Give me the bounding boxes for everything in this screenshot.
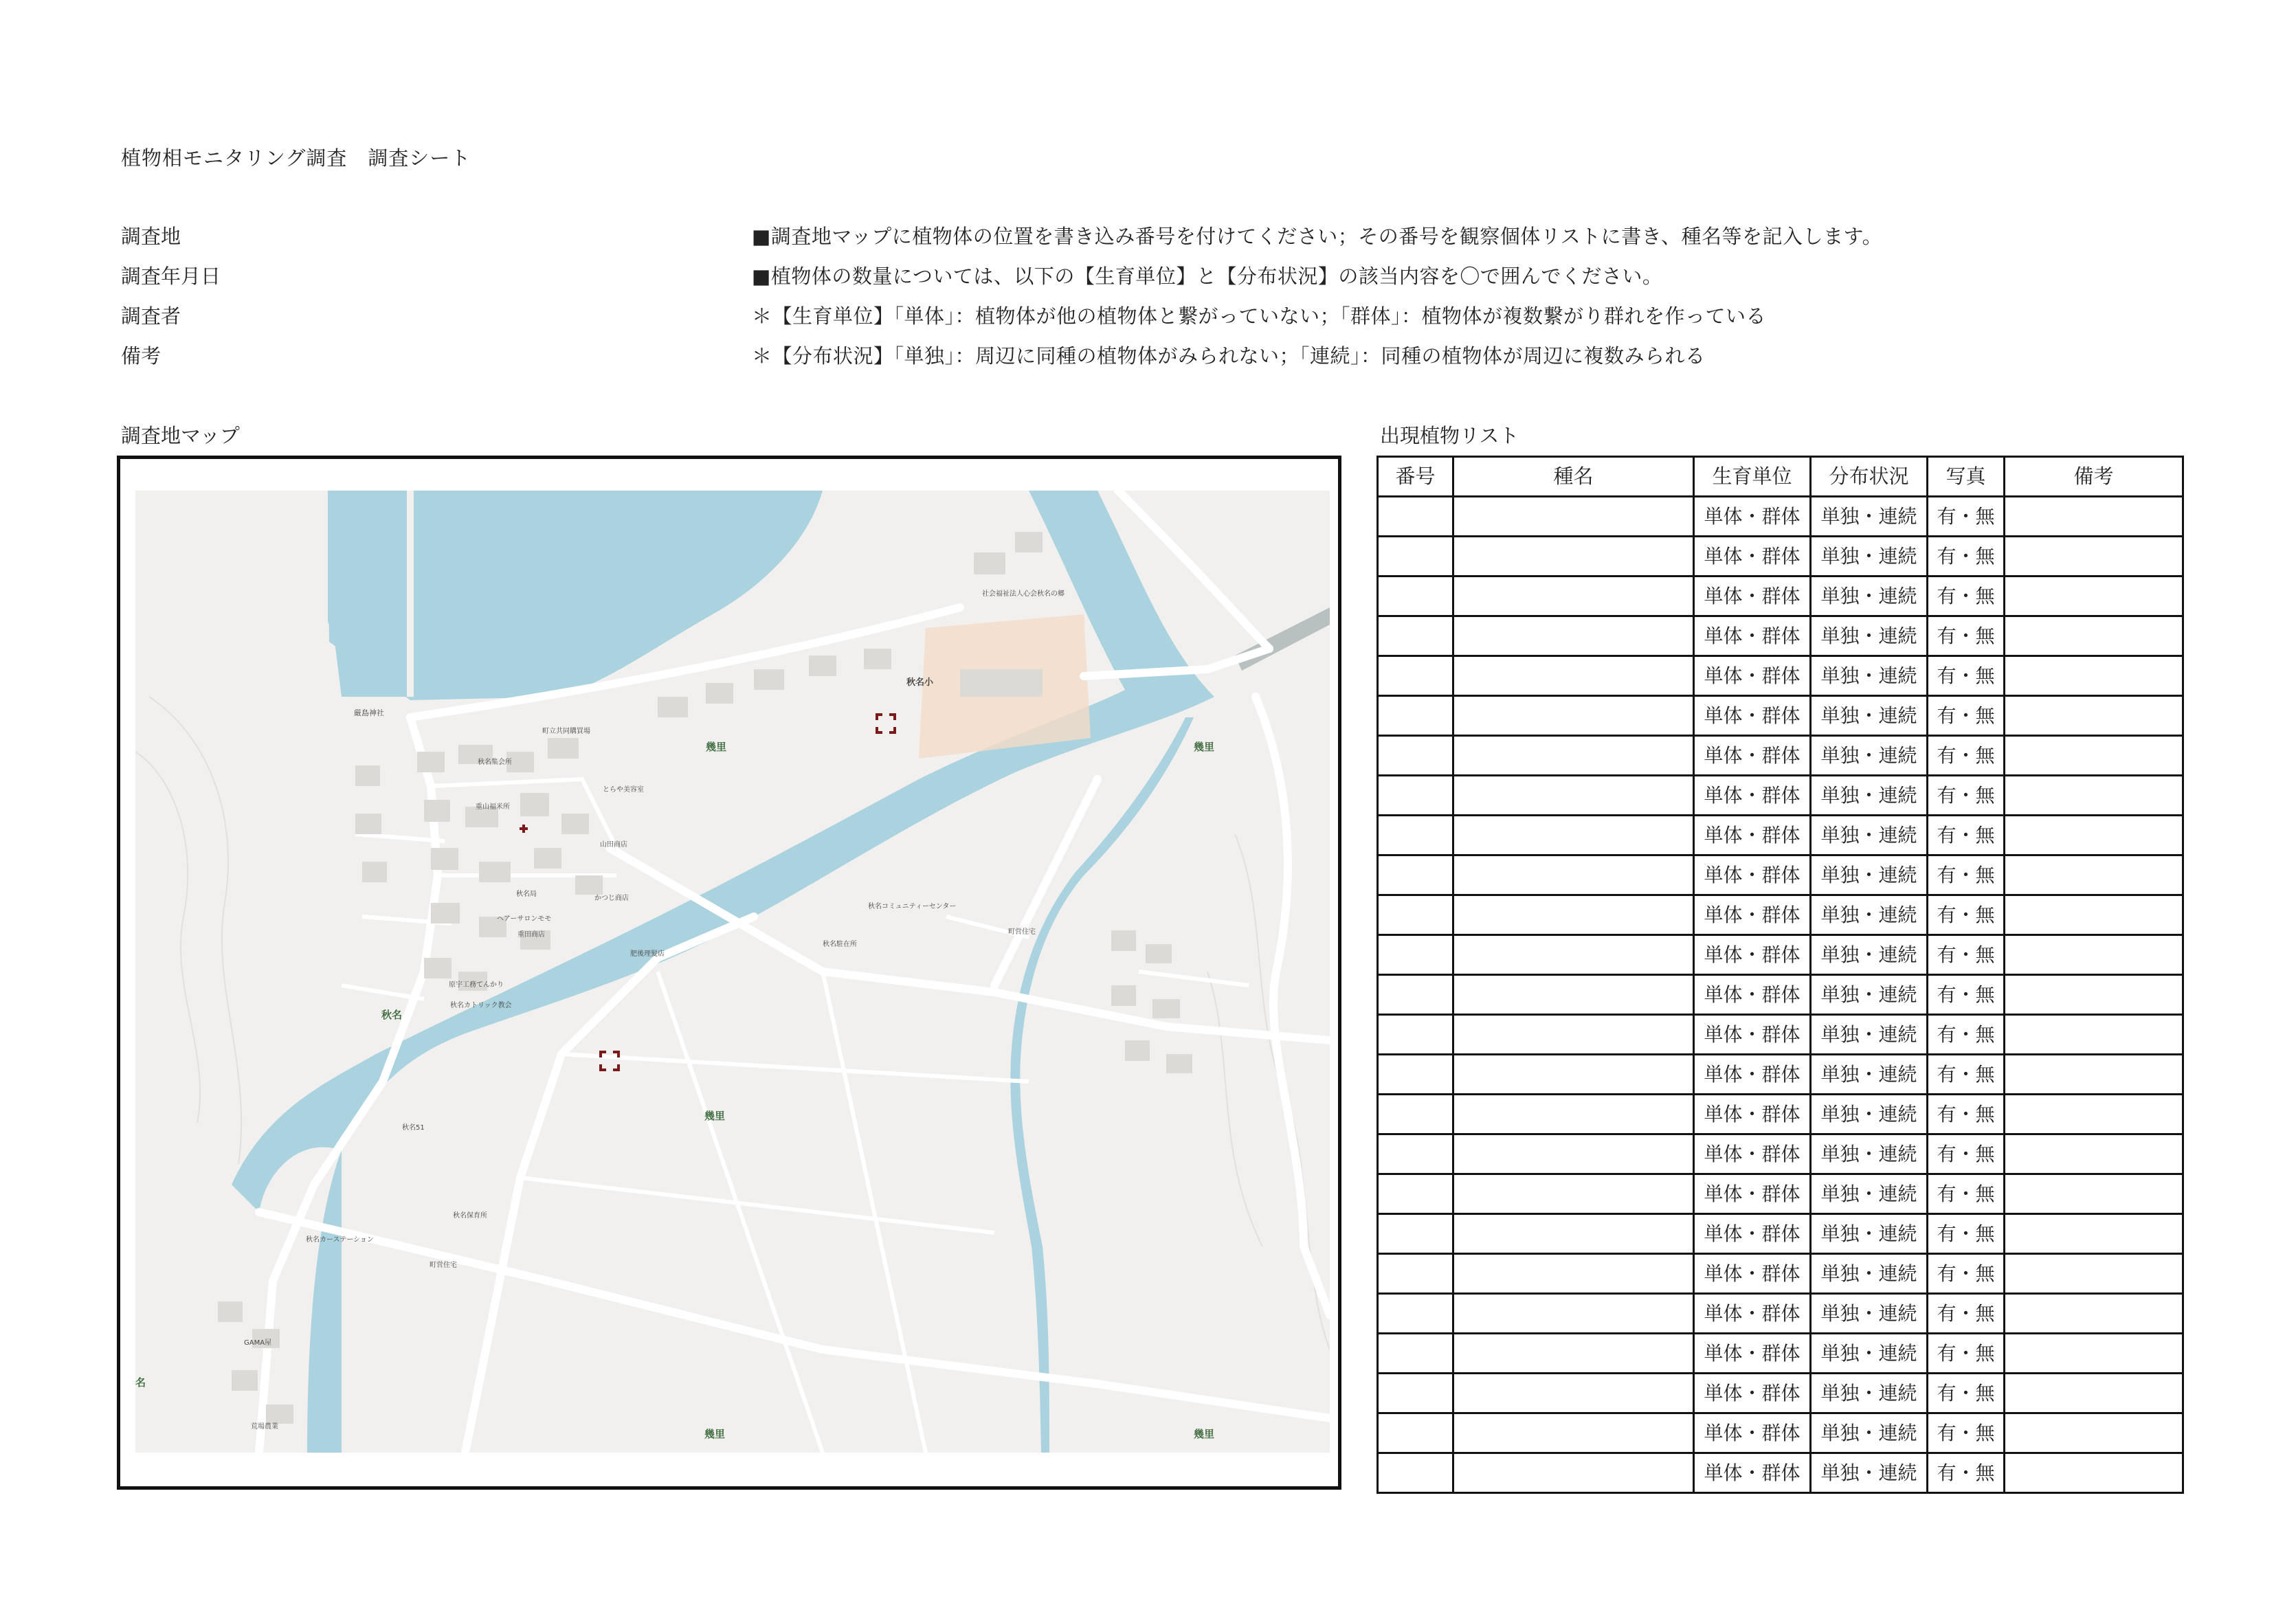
number-cell[interactable] xyxy=(1378,1055,1453,1095)
distribution-cell[interactable]: 単独・連続 xyxy=(1811,1374,1928,1413)
growth-unit-cell[interactable]: 単体・群体 xyxy=(1694,656,1811,696)
table-row xyxy=(1378,497,2183,537)
species-cell[interactable] xyxy=(1453,1413,1694,1453)
table-row xyxy=(1378,975,2183,1015)
number-cell[interactable] xyxy=(1378,816,1453,855)
map-label-store3: かつじ商店 xyxy=(594,895,629,902)
map-label-store2: 山田商店 xyxy=(600,841,627,849)
species-cell[interactable] xyxy=(1453,816,1694,855)
distribution-cell[interactable]: 単独・連続 xyxy=(1811,696,1928,736)
instruction-quantity: ■植物体の数量については、以下の【生育単位】と【分布状況】の該当内容を〇で囲んでください。 xyxy=(752,265,1663,288)
map-label-akina: 秋名 xyxy=(381,1009,403,1021)
number-cell[interactable] xyxy=(1378,616,1453,656)
table-row xyxy=(1378,1294,2183,1334)
distribution-cell[interactable]: 単独・連続 xyxy=(1811,776,1928,816)
page-title: 植物相モニタリング調査 調査シート xyxy=(121,146,471,170)
remarks-cell[interactable] xyxy=(2005,1374,2183,1413)
map-label-store8: 原宇工務てんかり xyxy=(449,981,504,989)
map-label-nursery: 秋名保育所 xyxy=(453,1212,487,1220)
photo-cell[interactable]: 有・無 xyxy=(1928,616,2005,656)
photo-cell[interactable]: 有・無 xyxy=(1928,1055,2005,1095)
remarks-cell[interactable] xyxy=(2005,1453,2183,1493)
number-cell[interactable] xyxy=(1378,1174,1453,1214)
header-growth-unit: 生育単位 xyxy=(1694,457,1811,497)
growth-unit-cell[interactable]: 単体・群体 xyxy=(1694,1134,1811,1174)
instruction-map: ■調査地マップに植物体の位置を書き込み番号を付けてください；その番号を観察個体リストに書き、種名等を記入します。 xyxy=(752,225,1883,248)
remarks-cell[interactable] xyxy=(2005,616,2183,656)
table-row xyxy=(1378,935,2183,975)
number-cell[interactable] xyxy=(1378,736,1453,776)
photo-cell[interactable]: 有・無 xyxy=(1928,1015,2005,1055)
map-label-town-housing1: 町営住宅 xyxy=(1008,928,1036,936)
species-cell[interactable] xyxy=(1453,537,1694,577)
growth-unit-cell[interactable]: 単体・群体 xyxy=(1694,1254,1811,1294)
photo-cell[interactable]: 有・無 xyxy=(1928,1453,2005,1493)
table-row xyxy=(1378,616,2183,656)
table-row xyxy=(1378,577,2183,616)
table-row xyxy=(1378,696,2183,736)
number-cell[interactable] xyxy=(1378,855,1453,895)
map-label-district3: 幾里 xyxy=(704,1110,726,1122)
remarks-cell[interactable] xyxy=(2005,1334,2183,1374)
species-cell[interactable] xyxy=(1453,1015,1694,1055)
remarks-cell[interactable] xyxy=(2005,1015,2183,1055)
growth-unit-cell[interactable]: 単体・群体 xyxy=(1694,776,1811,816)
photo-cell[interactable]: 有・無 xyxy=(1928,1174,2005,1214)
species-cell[interactable] xyxy=(1453,577,1694,616)
remarks-cell[interactable] xyxy=(2005,975,2183,1015)
map-label-store9: 秋名51 xyxy=(402,1124,425,1132)
remarks-cell[interactable] xyxy=(2005,537,2183,577)
table-row xyxy=(1378,537,2183,577)
growth-unit-cell[interactable]: 単体・群体 xyxy=(1694,895,1811,935)
label-surveyor: 調査者 xyxy=(121,304,181,328)
number-cell[interactable] xyxy=(1378,1334,1453,1374)
photo-cell[interactable]: 有・無 xyxy=(1928,696,2005,736)
growth-unit-cell[interactable]: 単体・群体 xyxy=(1694,1294,1811,1334)
map-label-post: 秋名局 xyxy=(516,891,537,898)
header-species: 種名 xyxy=(1453,457,1694,497)
species-cell[interactable] xyxy=(1453,736,1694,776)
distribution-cell[interactable]: 単独・連続 xyxy=(1811,1055,1928,1095)
number-cell[interactable] xyxy=(1378,1015,1453,1055)
photo-cell[interactable]: 有・無 xyxy=(1928,1214,2005,1254)
map-label-branch-office: 秋名駐在所 xyxy=(823,941,857,948)
species-cell[interactable] xyxy=(1453,656,1694,696)
remarks-cell[interactable] xyxy=(2005,1134,2183,1174)
map-label-store6: 重山福米所 xyxy=(476,803,510,811)
distribution-cell[interactable]: 単独・連続 xyxy=(1811,1294,1928,1334)
remarks-cell[interactable] xyxy=(2005,1294,2183,1334)
growth-unit-cell[interactable]: 単体・群体 xyxy=(1694,736,1811,776)
remarks-cell[interactable] xyxy=(2005,656,2183,696)
map-label-community-center: 秋名コミュニティーセンター xyxy=(868,903,957,910)
growth-unit-cell[interactable]: 単体・群体 xyxy=(1694,816,1811,855)
table-row xyxy=(1378,1254,2183,1294)
remarks-cell[interactable] xyxy=(2005,816,2183,855)
photo-cell[interactable]: 有・無 xyxy=(1928,935,2005,975)
growth-unit-cell[interactable]: 単体・群体 xyxy=(1694,975,1811,1015)
number-cell[interactable] xyxy=(1378,975,1453,1015)
map-label-district4: 幾里 xyxy=(704,1428,726,1440)
table-row xyxy=(1378,1374,2183,1413)
map-label-gama: GAMA屋 xyxy=(244,1339,272,1347)
table-header-row xyxy=(1378,457,2183,497)
table-row xyxy=(1378,1095,2183,1134)
number-cell[interactable] xyxy=(1378,776,1453,816)
species-cell[interactable] xyxy=(1453,1095,1694,1134)
map-label-school: 秋名小 xyxy=(906,678,934,688)
remarks-cell[interactable] xyxy=(2005,855,2183,895)
number-cell[interactable] xyxy=(1378,577,1453,616)
map-label-akina-edge: 名 xyxy=(135,1376,146,1389)
growth-unit-cell[interactable]: 単体・群体 xyxy=(1694,1055,1811,1095)
number-cell[interactable] xyxy=(1378,1254,1453,1294)
table-row xyxy=(1378,855,2183,895)
photo-cell[interactable]: 有・無 xyxy=(1928,736,2005,776)
table-row xyxy=(1378,1015,2183,1055)
map-label-town-office: 町立共同購買場 xyxy=(542,728,590,735)
header-number: 番号 xyxy=(1378,457,1453,497)
distribution-cell[interactable]: 単独・連続 xyxy=(1811,1214,1928,1254)
table-row xyxy=(1378,895,2183,935)
label-survey-site: 調査地 xyxy=(121,225,181,248)
number-cell[interactable] xyxy=(1378,497,1453,537)
remarks-cell[interactable] xyxy=(2005,1095,2183,1134)
number-cell[interactable] xyxy=(1378,656,1453,696)
species-cell[interactable] xyxy=(1453,935,1694,975)
remarks-cell[interactable] xyxy=(2005,1214,2183,1254)
number-cell[interactable] xyxy=(1378,537,1453,577)
growth-unit-cell[interactable]: 単体・群体 xyxy=(1694,696,1811,736)
growth-unit-cell[interactable]: 単体・群体 xyxy=(1694,537,1811,577)
remarks-cell[interactable] xyxy=(2005,497,2183,537)
list-section-title: 出現植物リスト xyxy=(1380,424,1519,447)
table-row xyxy=(1378,1174,2183,1214)
growth-unit-cell[interactable]: 単体・群体 xyxy=(1694,1453,1811,1493)
plant-list-table xyxy=(1377,456,2184,1494)
header-distribution: 分布状況 xyxy=(1811,457,1928,497)
map-label-town-housing2: 町営住宅 xyxy=(430,1262,457,1269)
remarks-cell[interactable] xyxy=(2005,736,2183,776)
distribution-cell[interactable]: 単独・連続 xyxy=(1811,895,1928,935)
photo-cell[interactable]: 有・無 xyxy=(1928,1254,2005,1294)
remarks-cell[interactable] xyxy=(2005,776,2183,816)
map-label-district2: 幾里 xyxy=(1194,741,1215,753)
remarks-cell[interactable] xyxy=(2005,696,2183,736)
species-cell[interactable] xyxy=(1453,616,1694,656)
distribution-cell[interactable]: 単独・連続 xyxy=(1811,497,1928,537)
photo-cell[interactable]: 有・無 xyxy=(1928,656,2005,696)
map-label-church: 秋名カトリック教会 xyxy=(450,1002,512,1009)
photo-cell[interactable]: 有・無 xyxy=(1928,1413,2005,1453)
growth-unit-cell[interactable]: 単体・群体 xyxy=(1694,1413,1811,1453)
photo-cell[interactable]: 有・無 xyxy=(1928,1374,2005,1413)
number-cell[interactable] xyxy=(1378,1214,1453,1254)
map-label-district1: 幾里 xyxy=(706,741,727,753)
species-cell[interactable] xyxy=(1453,1134,1694,1174)
photo-cell[interactable]: 有・無 xyxy=(1928,1134,2005,1174)
number-cell[interactable] xyxy=(1378,895,1453,935)
distribution-cell[interactable]: 単独・連続 xyxy=(1811,1453,1928,1493)
distribution-cell[interactable]: 単独・連続 xyxy=(1811,1254,1928,1294)
growth-unit-cell[interactable]: 単体・群体 xyxy=(1694,1015,1811,1055)
photo-cell[interactable]: 有・無 xyxy=(1928,776,2005,816)
table-row xyxy=(1378,656,2183,696)
map-label-shrine: 厳島神社 xyxy=(354,708,384,717)
survey-map-frame[interactable] xyxy=(117,456,1341,1490)
photo-cell[interactable]: 有・無 xyxy=(1928,1334,2005,1374)
map-label-store1: とらや美容室 xyxy=(603,786,644,794)
growth-unit-cell[interactable]: 単体・群体 xyxy=(1694,1214,1811,1254)
map-label-store7: 秋名集会所 xyxy=(478,759,512,766)
species-cell[interactable] xyxy=(1453,895,1694,935)
species-cell[interactable] xyxy=(1453,1055,1694,1095)
map-label-store4: 重田商店 xyxy=(517,931,545,939)
number-cell[interactable] xyxy=(1378,935,1453,975)
growth-unit-cell[interactable]: 単体・群体 xyxy=(1694,616,1811,656)
number-cell[interactable] xyxy=(1378,1294,1453,1334)
species-cell[interactable] xyxy=(1453,696,1694,736)
species-cell[interactable] xyxy=(1453,1254,1694,1294)
number-cell[interactable] xyxy=(1378,1374,1453,1413)
species-cell[interactable] xyxy=(1453,855,1694,895)
remarks-cell[interactable] xyxy=(2005,1055,2183,1095)
distribution-cell[interactable]: 単独・連続 xyxy=(1811,577,1928,616)
photo-cell[interactable]: 有・無 xyxy=(1928,577,2005,616)
remarks-cell[interactable] xyxy=(2005,577,2183,616)
table-row xyxy=(1378,1055,2183,1095)
growth-unit-cell[interactable]: 単体・群体 xyxy=(1694,1374,1811,1413)
remarks-cell[interactable] xyxy=(2005,1413,2183,1453)
distribution-cell[interactable]: 単独・連続 xyxy=(1811,656,1928,696)
table-row xyxy=(1378,1413,2183,1453)
photo-cell[interactable]: 有・無 xyxy=(1928,1095,2005,1134)
species-cell[interactable] xyxy=(1453,1214,1694,1254)
survey-map[interactable] xyxy=(135,491,1330,1453)
number-cell[interactable] xyxy=(1378,1134,1453,1174)
growth-unit-cell[interactable]: 単体・群体 xyxy=(1694,1334,1811,1374)
distribution-cell[interactable]: 単独・連続 xyxy=(1811,1015,1928,1055)
remarks-cell[interactable] xyxy=(2005,935,2183,975)
growth-unit-cell[interactable]: 単体・群体 xyxy=(1694,577,1811,616)
photo-cell[interactable]: 有・無 xyxy=(1928,497,2005,537)
growth-unit-cell[interactable]: 単体・群体 xyxy=(1694,1174,1811,1214)
photo-cell[interactable]: 有・無 xyxy=(1928,975,2005,1015)
distribution-cell[interactable]: 単独・連続 xyxy=(1811,537,1928,577)
distribution-cell[interactable]: 単独・連続 xyxy=(1811,816,1928,855)
remarks-cell[interactable] xyxy=(2005,1254,2183,1294)
species-cell[interactable] xyxy=(1453,1374,1694,1413)
map-label-farm: 荒場農業 xyxy=(251,1423,278,1431)
species-cell[interactable] xyxy=(1453,1174,1694,1214)
distribution-cell[interactable]: 単独・連続 xyxy=(1811,935,1928,975)
remarks-cell[interactable] xyxy=(2005,895,2183,935)
distribution-cell[interactable]: 単独・連続 xyxy=(1811,1134,1928,1174)
table-row xyxy=(1378,1453,2183,1493)
distribution-cell[interactable]: 単独・連続 xyxy=(1811,1413,1928,1453)
growth-unit-cell[interactable]: 単体・群体 xyxy=(1694,855,1811,895)
table-row xyxy=(1378,1214,2183,1254)
table-row xyxy=(1378,816,2183,855)
label-survey-date: 調査年月日 xyxy=(121,265,221,288)
growth-unit-cell[interactable]: 単体・群体 xyxy=(1694,935,1811,975)
table-row xyxy=(1378,776,2183,816)
instruction-growth-unit: ＊【生育単位】「単体」：植物体が他の植物体と繋がっていない；「群体」：植物体が複数繋がり群れを作っている xyxy=(752,304,1767,328)
species-cell[interactable] xyxy=(1453,1453,1694,1493)
species-cell[interactable] xyxy=(1453,497,1694,537)
species-cell[interactable] xyxy=(1453,975,1694,1015)
distribution-cell[interactable]: 単独・連続 xyxy=(1811,975,1928,1015)
instruction-distribution: ＊【分布状況】「単独」：周辺に同種の植物体がみられない；「連続」：同種の植物体が周辺に複数みられる xyxy=(752,344,1706,368)
map-label-store5: 肥後理髪店 xyxy=(630,950,665,958)
growth-unit-cell[interactable]: 単体・群体 xyxy=(1694,497,1811,537)
photo-cell[interactable]: 有・無 xyxy=(1928,816,2005,855)
distribution-cell[interactable]: 単独・連続 xyxy=(1811,855,1928,895)
remarks-cell[interactable] xyxy=(2005,1174,2183,1214)
distribution-cell[interactable]: 単独・連続 xyxy=(1811,1095,1928,1134)
header-photo: 写真 xyxy=(1928,457,2005,497)
photo-cell[interactable]: 有・無 xyxy=(1928,855,2005,895)
map-label-station: 秋名カーステーション xyxy=(306,1236,374,1244)
species-cell[interactable] xyxy=(1453,776,1694,816)
header-remarks: 備考 xyxy=(2005,457,2183,497)
number-cell[interactable] xyxy=(1378,1095,1453,1134)
number-cell[interactable] xyxy=(1378,1413,1453,1453)
distribution-cell[interactable]: 単独・連続 xyxy=(1811,1174,1928,1214)
table-row xyxy=(1378,1334,2183,1374)
distribution-cell[interactable]: 単独・連続 xyxy=(1811,1334,1928,1374)
map-label-hair: ヘアーサロンモモ xyxy=(497,915,552,923)
table-row xyxy=(1378,736,2183,776)
table-row xyxy=(1378,1134,2183,1174)
label-remarks: 備考 xyxy=(121,344,161,368)
species-cell[interactable] xyxy=(1453,1294,1694,1334)
number-cell[interactable] xyxy=(1378,1453,1453,1493)
photo-cell[interactable]: 有・無 xyxy=(1928,537,2005,577)
number-cell[interactable] xyxy=(1378,696,1453,736)
map-label-district5: 幾里 xyxy=(1194,1428,1215,1440)
map-label-welfare: 社会福祉法人心会秋名の郷 xyxy=(982,590,1065,598)
species-cell[interactable] xyxy=(1453,1334,1694,1374)
growth-unit-cell[interactable]: 単体・群体 xyxy=(1694,1095,1811,1134)
distribution-cell[interactable]: 単独・連続 xyxy=(1811,736,1928,776)
distribution-cell[interactable]: 単独・連続 xyxy=(1811,616,1928,656)
map-section-title: 調査地マップ xyxy=(121,424,240,447)
photo-cell[interactable]: 有・無 xyxy=(1928,895,2005,935)
photo-cell[interactable]: 有・無 xyxy=(1928,1294,2005,1334)
